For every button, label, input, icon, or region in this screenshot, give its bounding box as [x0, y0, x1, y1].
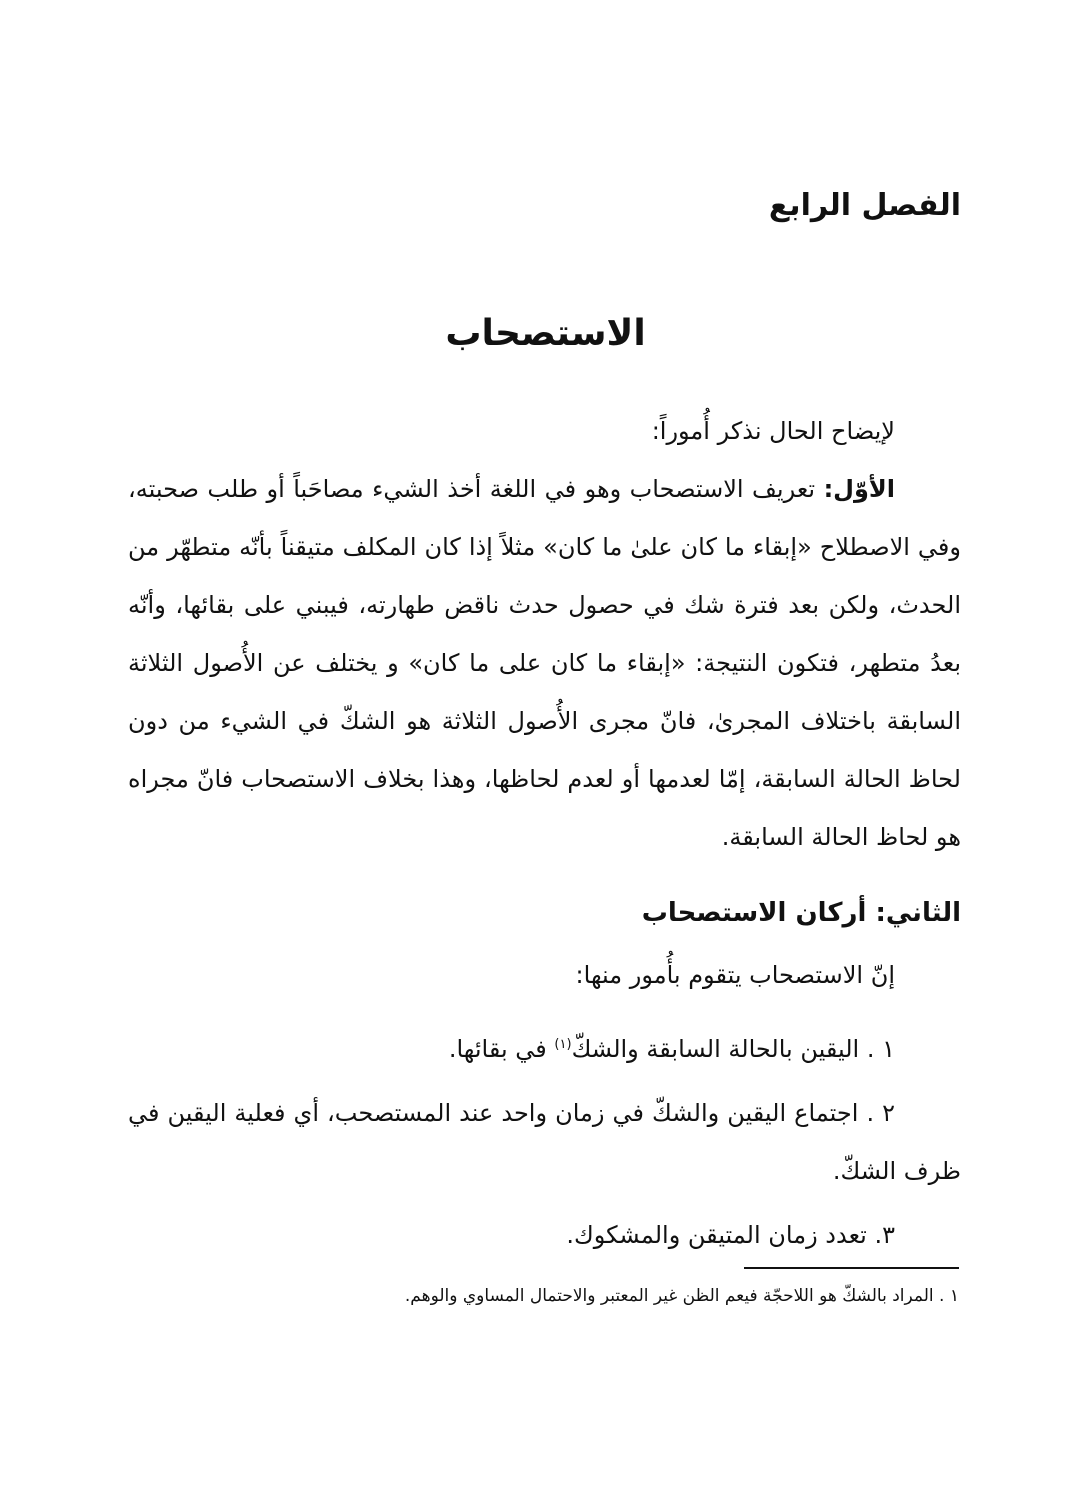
first-text: تعريف الاستصحاب وهو في اللغة أخذ الشيء مصاحَباً أو طلب صحبته، وفي الاصطلاح «إبقاء ما كان علىٰ ما كان» مثلاً إذا كان المكلف متيقناً بأنّه متطهّر من الحدث، ولكن بعد فترة شك في حصول حدث ناقض طهارته، فيبني على بقائها، وأنّه بعدُ متطهر، فتكون النتيجة: «إبقاء ما كان على ما كان» و يختلف عن الأُصول الثلاثة السابقة باختلاف المجرىٰ، فانّ مجرى الأُصول الثلاثة هو الشكّ في الشيء من دون لحاظ الحالة السابقة، إمّا لعدمها أو لعدم لحاظها، وهذا بخلاف الاستصحاب فانّ مجراه هو لحاظ الحالة السابقة.	[128, 475, 961, 851]
intro-line: لإيضاح الحال نذكر أُموراً:	[651, 417, 895, 445]
chapter-label: الفصل الرابع	[768, 188, 961, 223]
list-item: ٣. تعدد زمان المتيقن والمشكوك.	[566, 1221, 895, 1249]
pillars-intro: إنّ الاستصحاب يتقوم بأُمور منها:	[575, 961, 895, 989]
item-2-text: ٢ . اجتماع اليقين والشكّ في زمان واحد عند المستصحب، أي فعلية اليقين في ظرف الشكّ.	[128, 1099, 961, 1185]
footnote: ١ . المراد بالشكّ هو اللاحجّة فيعم الظن غير المعتبر والاحتمال المساوي والوهم.	[404, 1286, 959, 1306]
first-heading: الأوّل:	[823, 475, 895, 503]
footnote-divider	[744, 1267, 959, 1269]
item-1-before: ١ . اليقين بالحالة السابقة والشكّ	[571, 1035, 895, 1063]
definition-paragraph	[128, 460, 961, 866]
second-heading-rest: أركان الاستصحاب	[641, 898, 876, 928]
pillars-heading	[128, 884, 961, 942]
footnote-reference[interactable]: (١)	[554, 1037, 572, 1052]
list-item	[128, 1020, 961, 1078]
item-1-after: في بقائها.	[448, 1035, 555, 1063]
second-heading-prefix: الثاني:	[875, 898, 961, 928]
section-title: الاستصحاب	[445, 313, 646, 354]
list-item	[128, 1084, 961, 1200]
